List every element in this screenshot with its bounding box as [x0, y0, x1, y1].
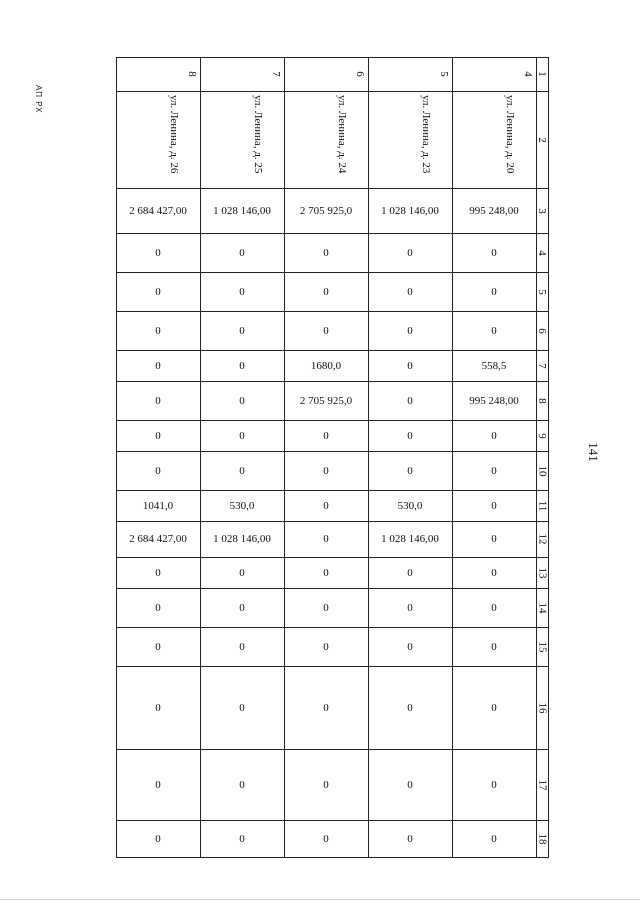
row-number-label: 12 — [536, 533, 548, 545]
row-number-cell — [536, 91, 548, 188]
value-cell: 0 — [407, 601, 413, 614]
value-cell: 0 — [323, 499, 329, 512]
value-cell: 2 684 427,00 — [129, 533, 187, 545]
value-cell: 2 705 925,0 — [299, 394, 353, 407]
value-cell: 0 — [491, 778, 497, 791]
value-cell: 995 248,00 — [469, 394, 519, 407]
value-cell: 0 — [155, 324, 161, 337]
value-cell: 0 — [239, 429, 245, 442]
table-horizontal-line — [116, 91, 549, 92]
row-number-cell — [536, 749, 548, 820]
row-number-cell — [536, 420, 548, 451]
page-bottom-divider — [0, 899, 640, 900]
row-number-cell — [536, 666, 548, 749]
value-cell: 0 — [155, 359, 161, 372]
column-number-cell — [452, 57, 536, 91]
column-number-cell — [116, 57, 200, 91]
row-number-label: 1 — [536, 71, 548, 77]
row-number-label: 7 — [536, 362, 548, 369]
row-number-label: 17 — [536, 779, 548, 790]
value-cell: 1 028 146,00 — [213, 533, 271, 545]
value-cell: 0 — [491, 429, 497, 442]
value-cell: 0 — [491, 324, 497, 337]
value-cell: 0 — [239, 701, 245, 714]
row-number-cell — [536, 381, 548, 420]
value-cell: 0 — [491, 533, 497, 545]
row-number-label: 13 — [536, 567, 548, 578]
row-number-cell — [536, 188, 548, 233]
value-cell: 0 — [323, 246, 329, 259]
row-number-cell — [536, 588, 548, 627]
value-cell: 0 — [155, 640, 161, 653]
value-cell: 1 028 146,00 — [381, 533, 439, 545]
row-number-label: 9 — [536, 432, 548, 439]
row-number-cell — [536, 627, 548, 666]
value-cell: 0 — [155, 778, 161, 791]
row-number-cell — [536, 557, 548, 588]
column-number-label: 7 — [269, 71, 282, 77]
address-cell: ул. Ленина, д. 24 — [336, 95, 348, 174]
row-number-cell — [536, 451, 548, 490]
value-cell: 0 — [407, 640, 413, 653]
value-cell: 0 — [491, 832, 497, 845]
value-cell: 0 — [323, 429, 329, 442]
value-cell: 0 — [239, 394, 245, 407]
value-cell: 1041,0 — [142, 499, 174, 512]
value-cell: 1 028 146,00 — [381, 204, 439, 217]
value-cell: 558,5 — [481, 359, 507, 372]
row-number-cell — [536, 490, 548, 521]
value-cell: 0 — [491, 464, 497, 477]
value-cell: 0 — [239, 566, 245, 579]
value-cell: 0 — [155, 246, 161, 259]
value-cell: 995 248,00 — [469, 204, 519, 217]
value-cell: 0 — [323, 640, 329, 653]
value-cell: 0 — [323, 601, 329, 614]
value-cell: 0 — [323, 832, 329, 845]
value-cell: 0 — [491, 601, 497, 614]
value-cell: 0 — [407, 701, 413, 714]
value-cell: 0 — [155, 394, 161, 407]
row-number-label: 16 — [536, 702, 548, 713]
value-cell: 530,0 — [229, 499, 255, 512]
value-cell: 0 — [323, 464, 329, 477]
value-cell: 0 — [407, 394, 413, 407]
value-cell: 0 — [407, 324, 413, 337]
value-cell: 0 — [155, 832, 161, 845]
value-cell: 1680,0 — [310, 359, 342, 372]
value-cell: 0 — [407, 285, 413, 298]
value-cell: 0 — [155, 429, 161, 442]
value-cell: 0 — [407, 778, 413, 791]
column-number-label: 8 — [185, 71, 198, 77]
row-number-label: 5 — [536, 288, 548, 295]
value-cell: 0 — [407, 359, 413, 372]
value-cell: 0 — [407, 832, 413, 845]
table-horizontal-line — [116, 857, 549, 858]
value-cell: 0 — [407, 464, 413, 477]
value-cell: 0 — [323, 778, 329, 791]
archive-stamp: АП РХ — [34, 85, 43, 114]
value-cell: 0 — [239, 464, 245, 477]
value-cell: 0 — [155, 701, 161, 714]
row-number-cell — [536, 57, 548, 91]
column-number-cell — [284, 57, 368, 91]
column-number-cell — [368, 57, 452, 91]
value-cell: 0 — [323, 324, 329, 337]
value-cell: 0 — [239, 832, 245, 845]
value-cell: 0 — [323, 285, 329, 298]
row-number-label: 18 — [536, 833, 548, 844]
value-cell: 0 — [407, 246, 413, 259]
address-cell: ул. Ленина, д. 20 — [504, 95, 516, 174]
value-cell: 0 — [491, 285, 497, 298]
address-cell: ул. Ленина, д. 26 — [168, 95, 180, 174]
value-cell: 0 — [155, 601, 161, 614]
value-cell: 0 — [239, 324, 245, 337]
page-number: 141 — [586, 442, 601, 462]
row-number-cell — [536, 311, 548, 350]
value-cell: 0 — [323, 533, 329, 545]
value-cell: 1 028 146,00 — [213, 204, 271, 217]
value-cell: 0 — [239, 359, 245, 372]
row-number-label: 6 — [536, 327, 548, 334]
row-number-label: 15 — [536, 641, 548, 652]
value-cell: 0 — [239, 778, 245, 791]
value-cell: 0 — [491, 499, 497, 512]
column-number-label: 6 — [353, 71, 366, 77]
row-number-label: 8 — [536, 397, 548, 404]
row-number-cell — [536, 272, 548, 311]
value-cell: 0 — [155, 566, 161, 579]
value-cell: 0 — [491, 701, 497, 714]
table-vertical-line — [548, 57, 549, 857]
row-number-label: 2 — [536, 136, 548, 143]
row-number-label: 14 — [536, 602, 548, 613]
value-cell: 0 — [155, 464, 161, 477]
value-cell: 0 — [239, 246, 245, 259]
value-cell: 2 705 925,0 — [299, 204, 353, 217]
value-cell: 0 — [239, 285, 245, 298]
value-cell: 0 — [239, 601, 245, 614]
row-number-cell — [536, 233, 548, 272]
column-number-cell — [200, 57, 284, 91]
value-cell: 2 684 427,00 — [129, 204, 187, 217]
row-number-label: 3 — [536, 207, 548, 214]
value-cell: 0 — [323, 701, 329, 714]
value-cell: 0 — [491, 246, 497, 259]
column-number-label: 4 — [521, 71, 534, 77]
row-number-label: 10 — [536, 465, 548, 476]
value-cell: 0 — [407, 566, 413, 579]
address-cell: ул. Ленина, д. 25 — [252, 95, 264, 174]
row-number-cell — [536, 350, 548, 381]
value-cell: 0 — [407, 429, 413, 442]
value-cell: 0 — [491, 640, 497, 653]
row-number-cell — [536, 820, 548, 857]
column-number-label: 5 — [437, 71, 450, 77]
row-number-label: 4 — [536, 249, 548, 256]
value-cell: 530,0 — [397, 499, 423, 512]
value-cell: 0 — [491, 566, 497, 579]
value-cell: 0 — [323, 566, 329, 579]
address-cell: ул. Ленина, д. 23 — [420, 95, 432, 174]
row-number-label: 11 — [536, 500, 548, 511]
value-cell: 0 — [155, 285, 161, 298]
row-number-cell — [536, 521, 548, 557]
value-cell: 0 — [239, 640, 245, 653]
